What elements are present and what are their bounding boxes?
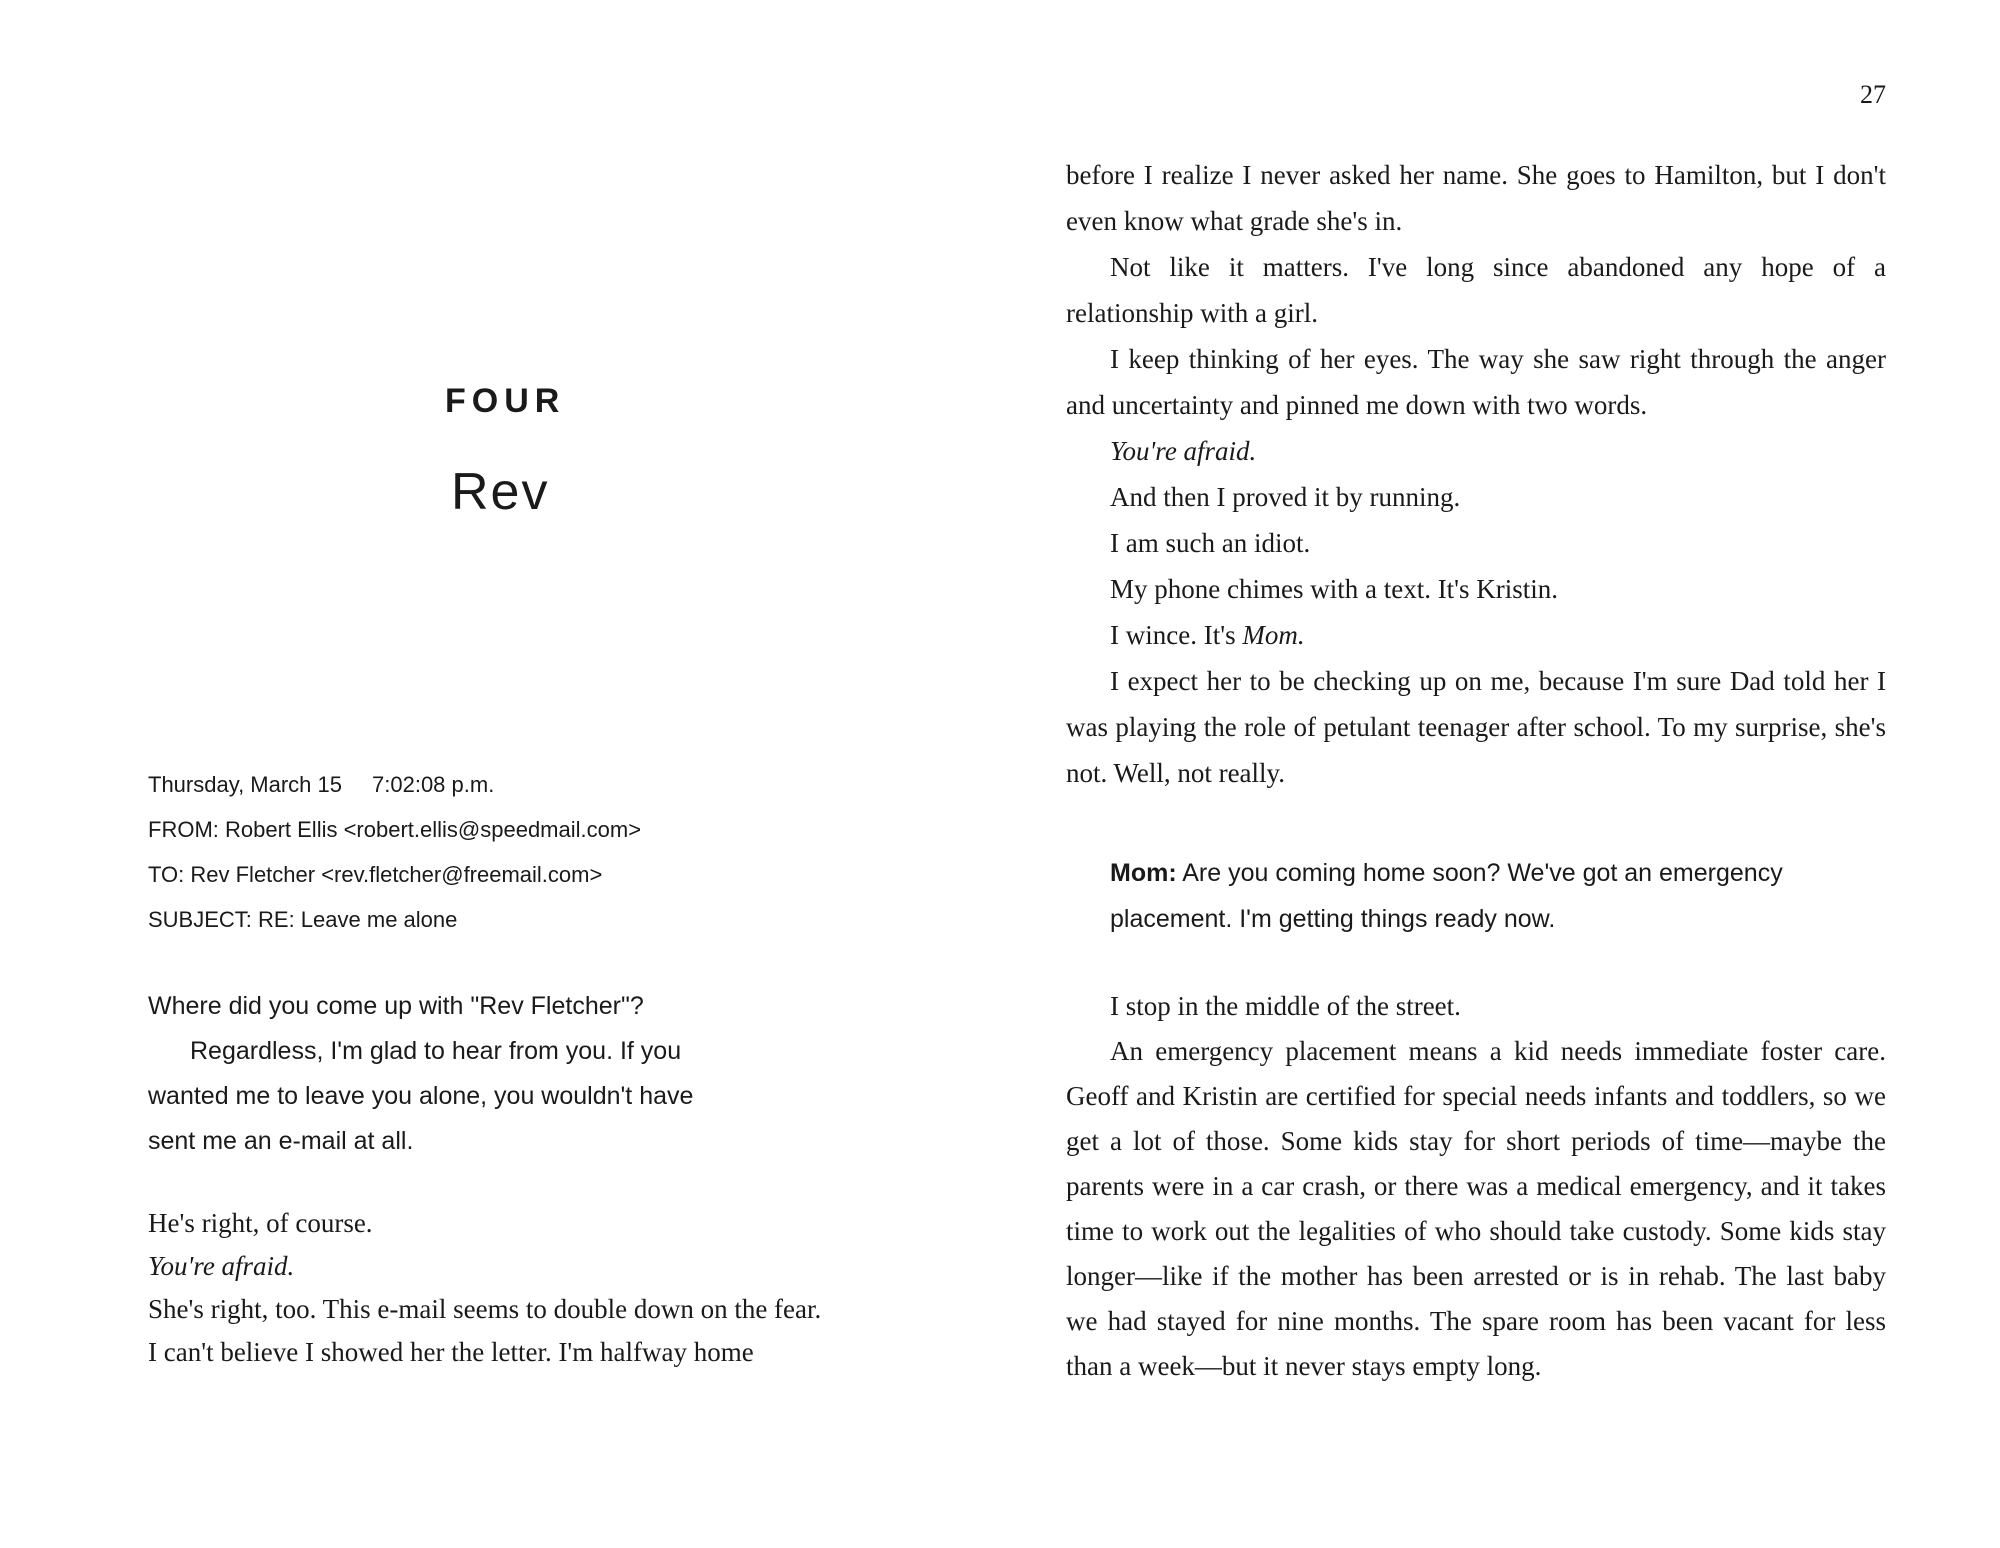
chapter-title: Rev — [451, 463, 550, 521]
paragraph: I stop in the middle of the street. — [1110, 991, 1461, 1021]
email-to: TO: Rev Fletcher <rev.fletcher@freemail.com> — [148, 862, 603, 887]
paragraph: An emergency placement means a kid needs immediate foster care. Geoff and Kristin are certified for special needs infants and toddlers, so we get a lot of those. Some kids stay for short periods of time—maybe the parents were in a car crash, or there was a medical emergency, and it takes time to work out the legalities of who should take custody. Some kids stay longer—like if the mother has been arrested or is in rehab. The last baby we had stayed for nine months. The spare room has been vacant for less than a week—but it never stays empty long. — [1066, 1036, 1886, 1381]
paragraph-italic: You're afraid. — [148, 1251, 295, 1281]
paragraph: I am such an idiot. — [1110, 528, 1311, 558]
email-date-line — [148, 762, 641, 807]
paragraph: I can't believe I showed her the letter. I'm halfway home — [148, 1337, 754, 1367]
paragraph: I keep thinking of her eyes. The way she saw right through the anger and uncertainty and pinned me down with two words. — [1066, 344, 1886, 420]
paragraph: Not like it matters. I've long since abandoned any hope of a relationship with a girl. — [1066, 252, 1886, 328]
text-message-sender: Mom: — [1110, 859, 1177, 887]
paragraph: before I realize I never asked her name. She goes to Hamilton, but I don't even know what grade she's in. — [1066, 160, 1886, 236]
email-body-line-1: Where did you come up with "Rev Fletcher"? — [148, 992, 644, 1020]
email-date: Thursday, March 15 — [148, 772, 343, 797]
paragraph: He's right, of course. — [148, 1208, 373, 1238]
paragraph: And then I proved it by running. — [1110, 482, 1461, 512]
text-message — [1110, 850, 1870, 942]
paragraph: I wince. It's Mom. — [1110, 620, 1305, 650]
email-from: FROM: Robert Ellis <robert.ellis@speedmail.com> — [148, 817, 642, 842]
email-body — [148, 984, 848, 1164]
right-narrative-continued — [1066, 984, 1886, 1389]
paragraph: My phone chimes with a text. It's Kristin. — [1110, 574, 1559, 604]
email-body-line-2: Regardless, I'm glad to hear from you. If you wanted me to leave you alone, you wouldn't have sent me an e-mail at all. — [148, 1037, 694, 1155]
email-header — [148, 762, 641, 942]
page-number: 27 — [1860, 80, 1886, 109]
paragraph: I expect her to be checking up on me, because I'm sure Dad told her I was playing the role of petulant teenager after school. To my surprise, she's not. Well, not really. — [1066, 666, 1886, 788]
email-time: 7:02:08 p.m. — [372, 772, 495, 797]
text-message-body: Are you coming home soon? We've got an emergency placement. I'm getting things ready now. — [1110, 859, 1783, 933]
paragraph: She's right, too. This e-mail seems to double down on the fear. — [148, 1294, 822, 1324]
right-narrative — [1066, 152, 1886, 796]
email-subject: SUBJECT: RE: Leave me alone — [148, 907, 458, 932]
left-narrative — [105, 1202, 890, 1374]
chapter-number: FOUR — [445, 382, 566, 420]
right-page — [1000, 0, 2000, 1548]
paragraph-italic: You're afraid. — [1110, 436, 1257, 466]
